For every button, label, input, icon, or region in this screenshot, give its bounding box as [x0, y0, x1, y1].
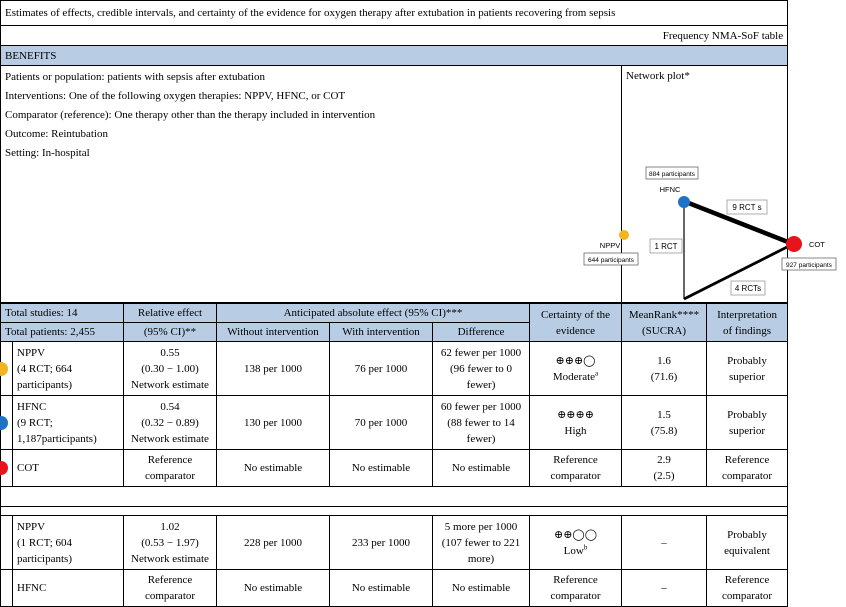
interpretation-value: Reference comparator	[707, 570, 788, 607]
grade-symbols: ⊕⊕⊕◯	[555, 354, 596, 367]
anticipated-effect-header: Anticipated absolute effect (95% CI)***	[217, 304, 530, 323]
results-table	[0, 303, 788, 607]
certainty-header	[530, 304, 622, 342]
with-intervention-value: No estimable	[330, 570, 433, 607]
svg-text:4 RCTs: 4 RCTs	[734, 284, 762, 293]
network-plot-lower	[566, 215, 786, 275]
certainty-value: ⊕⊕◯◯ Low$^b$	[530, 516, 622, 570]
with-intervention-value: No estimable	[330, 450, 433, 487]
with-intervention-header: With intervention	[330, 323, 433, 342]
certainty-value: ⊕⊕⊕◯ Moderate$^a$	[530, 342, 622, 396]
grade-symbols: ⊕⊕◯◯	[553, 528, 598, 541]
meanrank-value: 1.6 (71.6)	[622, 342, 707, 396]
svg-text:884 participants: 884 participants	[649, 171, 695, 178]
row-color-marker	[1, 450, 13, 487]
with-intervention-value: 76 per 1000	[330, 342, 433, 396]
blue-dot-icon	[0, 416, 8, 430]
intervention-name: COT	[13, 450, 124, 487]
setting-text: Setting: In-hospital	[5, 147, 90, 159]
svg-text:927 participants: 927 participants	[786, 262, 832, 269]
certainty-header-line1: Certainty of the	[540, 308, 611, 321]
certainty-header-line2: evidence	[555, 324, 596, 337]
total-studies: Total studies: 14	[1, 304, 124, 323]
total-patients: Total patients: 2,455	[1, 323, 124, 342]
edge-label-nppv-cot	[731, 281, 765, 295]
table-row-nppv-vs-hfnc	[1, 516, 788, 570]
table-row-hfnc-reference	[1, 570, 788, 607]
interpretation-header-line1: Interpretation	[717, 308, 777, 321]
difference-value: 62 fewer per 1000 (96 fewer to 0 fewer)	[433, 342, 530, 396]
interventions-text: Interventions: One of the following oxygen therapies: NPPV, HFNC, or COT	[5, 90, 346, 102]
without-intervention-header: Without intervention	[217, 323, 330, 342]
relative-effect-header-1: Relative effect	[124, 304, 217, 323]
table-subtitle: Frequency NMA-SoF table	[1, 26, 788, 46]
meanrank-header-line2: (SUCRA)	[642, 324, 687, 337]
table-row-nppv	[1, 342, 788, 396]
difference-header: Difference	[433, 323, 530, 342]
grade-symbols: ⊕⊕⊕⊕	[557, 408, 594, 421]
meanrank-value: 2.9 (2.5)	[622, 450, 707, 487]
difference-value: 60 fewer per 1000 (88 fewer to 14 fewer)	[433, 396, 530, 450]
spacer-row	[1, 507, 788, 516]
certainty-value: Reference comparator	[530, 570, 622, 607]
svg-text:NPPV: NPPV	[599, 241, 621, 250]
without-intervention-value: No estimable	[217, 450, 330, 487]
relative-effect: 0.55 (0.30 − 1.00) Network estimate	[124, 342, 217, 396]
difference-value: No estimable	[433, 450, 530, 487]
with-intervention-value: 233 per 1000	[330, 516, 433, 570]
interpretation-value: Probably superior	[707, 396, 788, 450]
svg-text:9 RCT s: 9 RCT s	[732, 203, 762, 212]
relative-effect-header-2: (95% CI)**	[124, 323, 217, 342]
meanrank-header	[622, 304, 707, 342]
certainty-value: Reference comparator	[530, 450, 622, 487]
relative-effect: 0.54 (0.32 − 0.89) Network estimate	[124, 396, 217, 450]
difference-value: No estimable	[433, 570, 530, 607]
table-title: Estimates of effects, credible intervals, and certainty of the evidence for oxygen therapy after extubation in patients recovering from sepsis	[1, 1, 788, 26]
intervention-name: HFNC (9 RCT; 1,187participants)	[13, 396, 124, 450]
svg-text:1 RCT: 1 RCT	[654, 242, 678, 251]
spacer-row	[1, 487, 788, 507]
without-intervention-value: 138 per 1000	[217, 342, 330, 396]
edge-label-hfnc-cot	[727, 200, 767, 214]
population-text: Patients or population: patients with sepsis after extubation	[5, 71, 265, 83]
without-intervention-value: 228 per 1000	[217, 516, 330, 570]
without-intervention-value: No estimable	[217, 570, 330, 607]
relative-effect: 1.02 (0.53 − 1.97) Network estimate	[124, 516, 217, 570]
outcome-text: Outcome: Reintubation	[5, 128, 108, 140]
node-cot	[782, 236, 836, 270]
table-row-cot	[1, 450, 788, 487]
section-header: BENEFITS	[1, 46, 788, 66]
interpretation-value: Probably superior	[707, 342, 788, 396]
intervention-name: NPPV (1 RCT; 604 participants)	[13, 516, 124, 570]
interpretation-value: Reference comparator	[707, 450, 788, 487]
meanrank-header-line1: MeanRank****	[628, 308, 700, 321]
without-intervention-value: 130 per 1000	[217, 396, 330, 450]
meanrank-value: –	[622, 516, 707, 570]
svg-text:COT: COT	[809, 240, 825, 249]
comparator-text: Comparator (reference): One therapy other than the therapy included in intervention	[5, 109, 376, 121]
relative-effect: Reference comparator	[124, 570, 217, 607]
interpretation-header-line2: of findings	[723, 324, 771, 337]
meanrank-value: 1.5 (75.8)	[622, 396, 707, 450]
svg-text:HFNC: HFNC	[659, 185, 681, 194]
row-color-marker	[1, 342, 13, 396]
relative-effect: Reference comparator	[124, 450, 217, 487]
interpretation-header	[707, 304, 788, 342]
table-row-hfnc	[1, 396, 788, 450]
yellow-dot-icon	[0, 362, 8, 376]
difference-value: 5 more per 1000 (107 fewer to 221 more)	[433, 516, 530, 570]
red-dot-icon	[0, 461, 8, 475]
meanrank-value: –	[622, 570, 707, 607]
interpretation-value: Probably equivalent	[707, 516, 788, 570]
node-nppv	[584, 230, 638, 265]
certainty-value: ⊕⊕⊕⊕ High	[530, 396, 622, 450]
pico-info	[1, 66, 622, 303]
row-color-marker	[1, 396, 13, 450]
intervention-name: HFNC	[13, 570, 124, 607]
svg-text:644 participants: 644 participants	[588, 257, 634, 264]
intervention-name: NPPV (4 RCT; 664 participants)	[13, 342, 124, 396]
network-plot-title: Network plot*	[626, 70, 690, 82]
with-intervention-value: 70 per 1000	[330, 396, 433, 450]
